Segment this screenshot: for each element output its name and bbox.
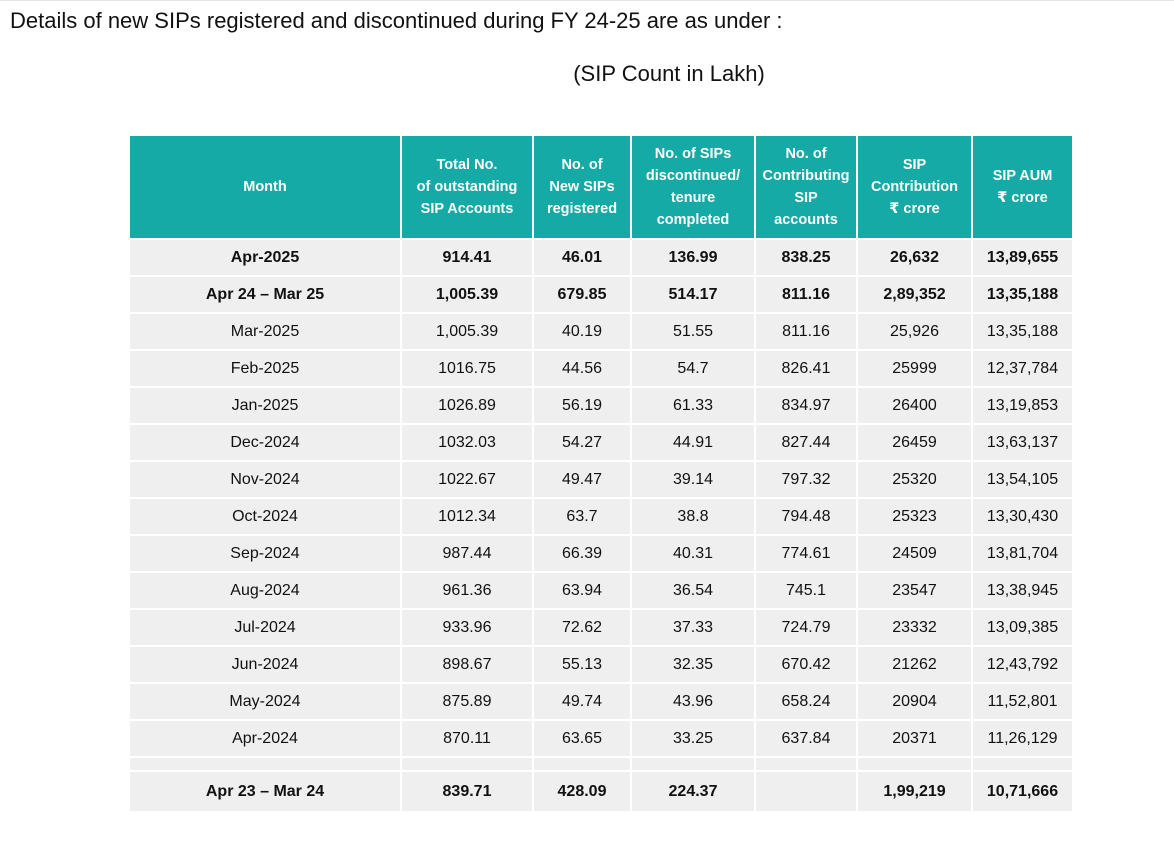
cell-sip-aum: 13,19,853: [972, 387, 1073, 424]
table-row: [129, 683, 1073, 720]
cell-contributing-accounts: [755, 771, 857, 812]
spacer-cell: [972, 757, 1073, 771]
cell-sip-contribution: 24509: [857, 535, 972, 572]
cell-month: Jan-2025: [129, 387, 401, 424]
cell-sip-aum: 11,26,129: [972, 720, 1073, 757]
cell-sip-aum: 12,43,792: [972, 646, 1073, 683]
cell-outstanding-accounts: 961.36: [401, 572, 533, 609]
cell-month: Feb-2025: [129, 350, 401, 387]
header-sip-contribution: SIP Contribution ₹ crore: [857, 135, 972, 239]
cell-month: Apr 23 – Mar 24: [129, 771, 401, 812]
cell-new-sips: 44.56: [533, 350, 631, 387]
cell-discontinued-sips: 51.55: [631, 313, 755, 350]
cell-sip-contribution: 26400: [857, 387, 972, 424]
table-row: [129, 387, 1073, 424]
cell-outstanding-accounts: 1,005.39: [401, 313, 533, 350]
sip-statistics-table: [128, 134, 1074, 813]
cell-sip-contribution: 26459: [857, 424, 972, 461]
cell-outstanding-accounts: 1022.67: [401, 461, 533, 498]
cell-sip-contribution: 25999: [857, 350, 972, 387]
cell-sip-contribution: 20904: [857, 683, 972, 720]
table-row: [129, 239, 1073, 276]
cell-sip-contribution: 2,89,352: [857, 276, 972, 313]
header-sip-aum: SIP AUM ₹ crore: [972, 135, 1073, 239]
cell-new-sips: 54.27: [533, 424, 631, 461]
spacer-cell: [755, 757, 857, 771]
cell-month: Apr-2024: [129, 720, 401, 757]
cell-discontinued-sips: 136.99: [631, 239, 755, 276]
table-row: [129, 535, 1073, 572]
cell-new-sips: 40.19: [533, 313, 631, 350]
top-divider: [0, 0, 1174, 1]
cell-sip-contribution: 1,99,219: [857, 771, 972, 812]
cell-sip-aum: 13,89,655: [972, 239, 1073, 276]
table-row: [129, 498, 1073, 535]
header-outstanding-accounts: Total No. of outstanding SIP Accounts: [401, 135, 533, 239]
cell-discontinued-sips: 44.91: [631, 424, 755, 461]
cell-month: Sep-2024: [129, 535, 401, 572]
unit-note: (SIP Count in Lakh): [573, 61, 765, 86]
cell-month: Jul-2024: [129, 609, 401, 646]
table-row: [129, 646, 1073, 683]
cell-outstanding-accounts: 914.41: [401, 239, 533, 276]
cell-contributing-accounts: 827.44: [755, 424, 857, 461]
cell-new-sips: 63.94: [533, 572, 631, 609]
cell-contributing-accounts: 670.42: [755, 646, 857, 683]
cell-sip-contribution: 23332: [857, 609, 972, 646]
cell-sip-aum: 13,63,137: [972, 424, 1073, 461]
spacer-cell: [533, 757, 631, 771]
cell-contributing-accounts: 838.25: [755, 239, 857, 276]
cell-outstanding-accounts: 1032.03: [401, 424, 533, 461]
cell-new-sips: 49.47: [533, 461, 631, 498]
cell-sip-aum: 13,35,188: [972, 313, 1073, 350]
cell-outstanding-accounts: 875.89: [401, 683, 533, 720]
cell-month: Aug-2024: [129, 572, 401, 609]
header-month: Month: [129, 135, 401, 239]
cell-sip-contribution: 25320: [857, 461, 972, 498]
cell-contributing-accounts: 637.84: [755, 720, 857, 757]
header-contributing-accounts: No. of Contributing SIP accounts: [755, 135, 857, 239]
cell-month: Apr-2025: [129, 239, 401, 276]
cell-discontinued-sips: 40.31: [631, 535, 755, 572]
cell-discontinued-sips: 39.14: [631, 461, 755, 498]
cell-contributing-accounts: 724.79: [755, 609, 857, 646]
intro-text: Details of new SIPs registered and discontinued during FY 24-25 are as under :: [10, 8, 783, 33]
cell-discontinued-sips: 61.33: [631, 387, 755, 424]
cell-month: Mar-2025: [129, 313, 401, 350]
cell-month: Oct-2024: [129, 498, 401, 535]
cell-outstanding-accounts: 839.71: [401, 771, 533, 812]
cell-month: Dec-2024: [129, 424, 401, 461]
cell-outstanding-accounts: 1,005.39: [401, 276, 533, 313]
cell-discontinued-sips: 54.7: [631, 350, 755, 387]
table-row: [129, 461, 1073, 498]
cell-month: May-2024: [129, 683, 401, 720]
cell-sip-aum: 10,71,666: [972, 771, 1073, 812]
cell-sip-contribution: 26,632: [857, 239, 972, 276]
cell-month: Jun-2024: [129, 646, 401, 683]
cell-new-sips: 679.85: [533, 276, 631, 313]
cell-sip-aum: 12,37,784: [972, 350, 1073, 387]
previous-year-row: [129, 771, 1073, 812]
cell-new-sips: 46.01: [533, 239, 631, 276]
cell-discontinued-sips: 37.33: [631, 609, 755, 646]
table-body: [129, 239, 1073, 812]
cell-month: Nov-2024: [129, 461, 401, 498]
cell-sip-contribution: 21262: [857, 646, 972, 683]
cell-sip-aum: 13,81,704: [972, 535, 1073, 572]
table-row: [129, 572, 1073, 609]
cell-month: Apr 24 – Mar 25: [129, 276, 401, 313]
cell-sip-aum: 13,09,385: [972, 609, 1073, 646]
spacer-cell: [129, 757, 401, 771]
cell-outstanding-accounts: 1012.34: [401, 498, 533, 535]
cell-new-sips: 66.39: [533, 535, 631, 572]
cell-sip-aum: 13,30,430: [972, 498, 1073, 535]
cell-contributing-accounts: 826.41: [755, 350, 857, 387]
cell-discontinued-sips: 43.96: [631, 683, 755, 720]
cell-outstanding-accounts: 987.44: [401, 535, 533, 572]
table-row: [129, 720, 1073, 757]
cell-contributing-accounts: 794.48: [755, 498, 857, 535]
table-row: [129, 350, 1073, 387]
spacer-cell: [631, 757, 755, 771]
cell-sip-contribution: 23547: [857, 572, 972, 609]
cell-new-sips: 63.7: [533, 498, 631, 535]
table-row: [129, 313, 1073, 350]
cell-contributing-accounts: 658.24: [755, 683, 857, 720]
cell-sip-aum: 13,38,945: [972, 572, 1073, 609]
cell-sip-aum: 11,52,801: [972, 683, 1073, 720]
cell-new-sips: 72.62: [533, 609, 631, 646]
cell-sip-contribution: 20371: [857, 720, 972, 757]
header-discontinued-sips: No. of SIPs discontinued/ tenure completed: [631, 135, 755, 239]
table-spacer-row: [129, 757, 1073, 771]
cell-outstanding-accounts: 933.96: [401, 609, 533, 646]
cell-new-sips: 55.13: [533, 646, 631, 683]
cell-outstanding-accounts: 1016.75: [401, 350, 533, 387]
spacer-cell: [857, 757, 972, 771]
cell-contributing-accounts: 745.1: [755, 572, 857, 609]
cell-contributing-accounts: 797.32: [755, 461, 857, 498]
cell-discontinued-sips: 38.8: [631, 498, 755, 535]
cell-new-sips: 49.74: [533, 683, 631, 720]
cell-sip-contribution: 25,926: [857, 313, 972, 350]
cell-outstanding-accounts: 1026.89: [401, 387, 533, 424]
cell-contributing-accounts: 811.16: [755, 313, 857, 350]
cell-contributing-accounts: 834.97: [755, 387, 857, 424]
cell-contributing-accounts: 811.16: [755, 276, 857, 313]
cell-discontinued-sips: 32.35: [631, 646, 755, 683]
cell-outstanding-accounts: 870.11: [401, 720, 533, 757]
cell-new-sips: 428.09: [533, 771, 631, 812]
table-row: [129, 424, 1073, 461]
cell-new-sips: 63.65: [533, 720, 631, 757]
spacer-cell: [401, 757, 533, 771]
cell-discontinued-sips: 514.17: [631, 276, 755, 313]
cell-discontinued-sips: 224.37: [631, 771, 755, 812]
cell-sip-contribution: 25323: [857, 498, 972, 535]
cell-outstanding-accounts: 898.67: [401, 646, 533, 683]
cell-new-sips: 56.19: [533, 387, 631, 424]
cell-discontinued-sips: 33.25: [631, 720, 755, 757]
table-row: [129, 276, 1073, 313]
cell-sip-aum: 13,54,105: [972, 461, 1073, 498]
cell-sip-aum: 13,35,188: [972, 276, 1073, 313]
cell-discontinued-sips: 36.54: [631, 572, 755, 609]
header-new-sips: No. of New SIPs registered: [533, 135, 631, 239]
table-row: [129, 609, 1073, 646]
cell-contributing-accounts: 774.61: [755, 535, 857, 572]
table-header-row: [129, 135, 1073, 239]
